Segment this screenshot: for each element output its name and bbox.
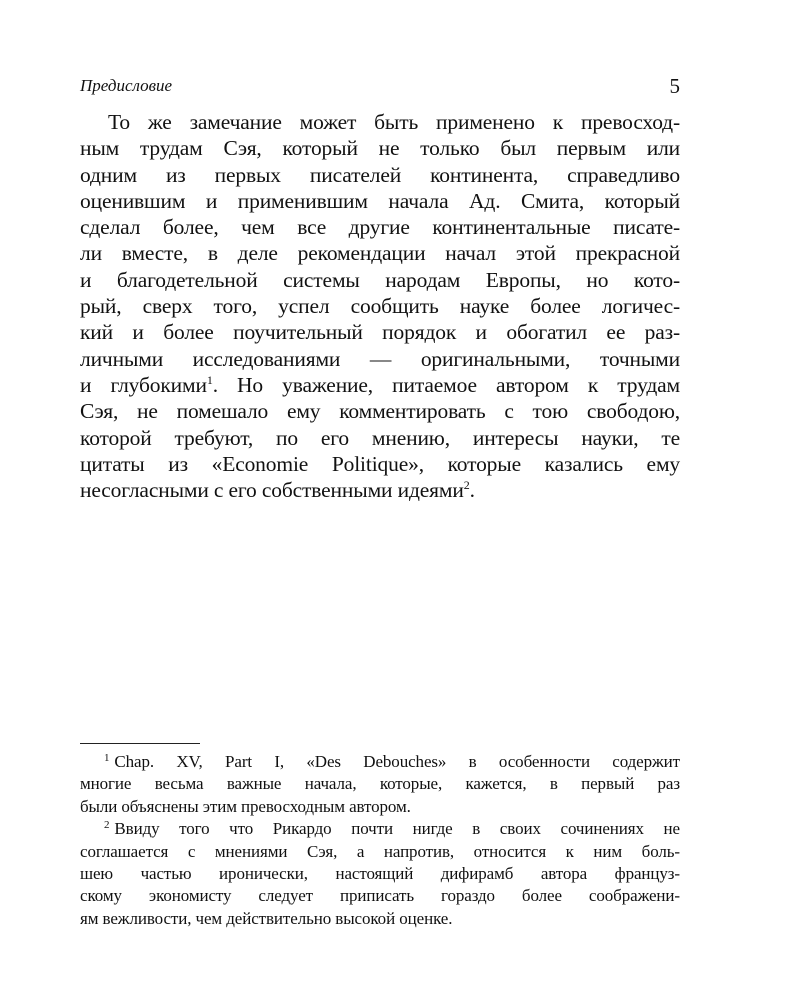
footnote-mark-2: 2 bbox=[104, 819, 110, 832]
text-line: и благодетельной системы народам Европы, но кото- bbox=[80, 267, 680, 292]
text-line: цитаты из «Economie Politique», которые казались ему bbox=[80, 451, 680, 476]
footnote-line: шею частью иронически, настоящий дифирамб автора француз- bbox=[80, 863, 680, 883]
footnote-divider bbox=[80, 743, 200, 744]
text-segment: . bbox=[469, 478, 475, 503]
footnote-mark-1: 1 bbox=[104, 752, 110, 764]
text-line: То же замечание может быть применено к превосход- bbox=[108, 110, 680, 134]
text-line: которой требуют, по его мнению, интересы науки, те bbox=[80, 425, 680, 450]
text-line: одним из первых писателей континента, справедливо bbox=[80, 162, 680, 187]
footnote-line bbox=[80, 751, 680, 773]
footnotes bbox=[80, 751, 680, 930]
text-segment: и глубокими bbox=[80, 372, 207, 397]
text-segment: несогласными с его собственными идеями bbox=[80, 478, 464, 503]
footnote-ref-1[interactable]: 1 bbox=[206, 372, 213, 387]
footnote-line bbox=[80, 818, 680, 840]
text-line bbox=[80, 477, 680, 503]
running-head bbox=[80, 74, 680, 100]
footnote-line: ям вежливости, чем действительно высокой оценке. bbox=[80, 908, 453, 928]
footnote-line: многие весьма важные начала, которые, кажется, в первый раз bbox=[80, 774, 680, 794]
footnote-text: Ввиду того что Рикардо почти нигде в своих сочинениях не bbox=[114, 819, 680, 839]
text-line bbox=[80, 372, 680, 398]
body-paragraph bbox=[80, 109, 680, 503]
footnote-line: скому экономисту следует приписать гораздо более соображени- bbox=[80, 886, 680, 906]
text-line: Сэя, не помешало ему комментировать с тою свободою, bbox=[80, 399, 680, 424]
footnote-line: соглашается с мнениями Сэя, а напротив, относится к ним боль- bbox=[80, 841, 680, 861]
text-line: оценившим и применившим начала Ад. Смита, который bbox=[80, 188, 680, 213]
text-line: сделал более, чем все другие континентальные писате- bbox=[80, 215, 680, 240]
text-line: кий и более поучительный порядок и обогатил ее раз- bbox=[80, 320, 680, 345]
footnote-line: были объяснены этим превосходным автором. bbox=[80, 796, 411, 816]
footnote-ref-2[interactable]: 2 bbox=[463, 478, 470, 493]
running-title: Предисловие bbox=[80, 76, 173, 95]
text-line: ли вместе, в деле рекомендации начал этой прекрасной bbox=[80, 241, 680, 266]
page-number: 5 bbox=[669, 74, 680, 98]
text-line: личными исследованиями — оригинальными, точными bbox=[80, 346, 680, 371]
text-segment: . Но уважение, питаемое автором к трудам bbox=[212, 372, 680, 397]
footnote-text: Chap. XV, Part I, «Des Debouches» в особенности содержит bbox=[114, 752, 680, 771]
text-line: рый, сверх того, успел сообщить науке более логичес- bbox=[80, 294, 680, 319]
text-line: ным трудам Сэя, который не только был первым или bbox=[80, 136, 680, 161]
